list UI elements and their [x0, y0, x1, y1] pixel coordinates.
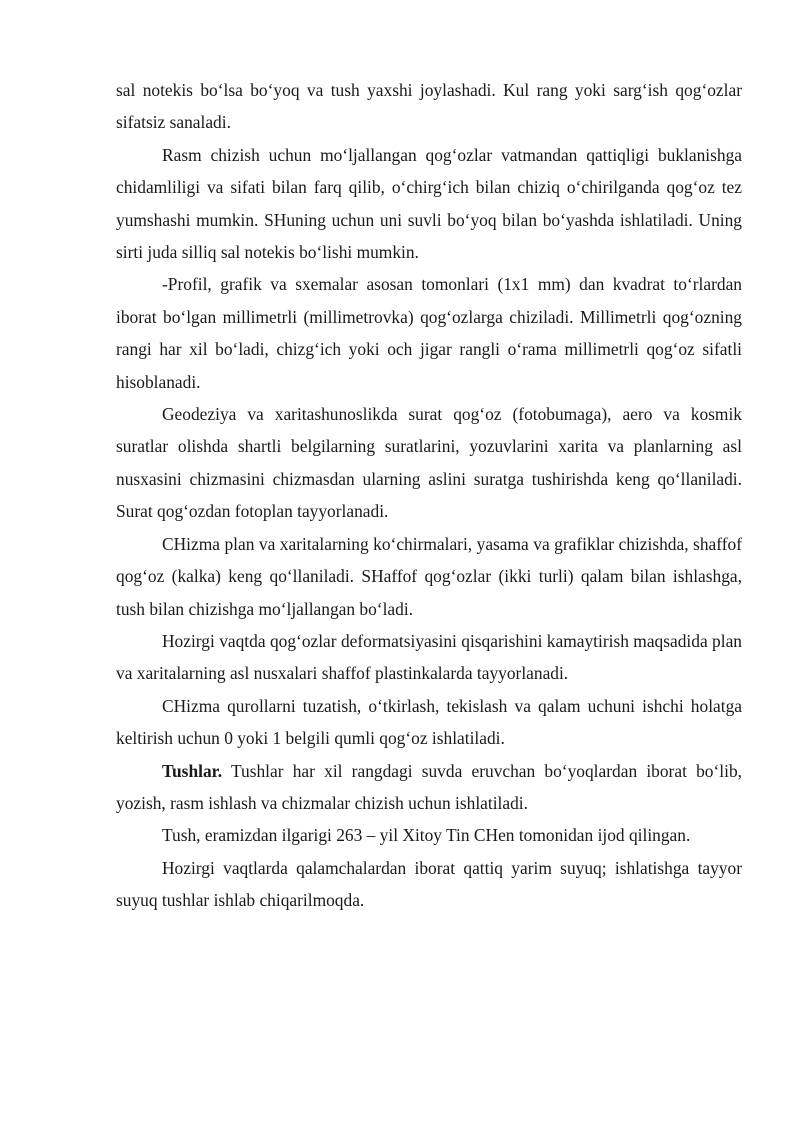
paragraph-ink-history — [116, 819, 742, 851]
paragraph-text: Tush, eramizdan ilgarigi 263 – yil Xitoy Tin CHen tomonidan ijod qilingan. — [162, 825, 691, 846]
paragraph-drawing-paper — [116, 139, 742, 269]
paragraph-continuation — [116, 74, 742, 139]
document-page — [116, 74, 742, 917]
paragraph-photo-paper — [116, 398, 742, 528]
paragraph-text: Tushlar har xil rangdagi suvda eruvchan bo‘yoqlardan iborat bo‘lib, yozish, rasm ishlash va chizmalar chizish uchun ishlatiladi. — [116, 760, 742, 813]
paragraph-text: Geodeziya va xaritashunoslikda surat qog‘oz (fotobumaga), aero va kosmik suratlar olishda shartli belgilarning suratlarini, yozuvlarini xarita va planlarning asl nusxasini chizmasini chizmasdan ularning aslini suratga tushirishda keng qo‘llaniladi. Surat qog‘ozdan fotoplan tayyorlanadi. — [116, 404, 742, 522]
paragraph-text: Hozirgi vaqtlarda qalamchalardan iborat qattiq yarim suyuq; ishlatishga tayyor suyuq tushlar ishlab chiqarilmoqda. — [116, 857, 742, 911]
paragraph-text: Rasm chizish uchun mo‘ljallangan qog‘ozlar vatmandan qattiqligi buklanishga chidamliligi va sifati bilan farq qilib, o‘chirg‘ich bilan chiziq o‘chirilganda qog‘oz tez yumshashi mumkin. SHuning uchun uni suvli bo‘yoq bilan bo‘yashda ishlatiladi. Uning sirti juda silliq sal notekis bo‘lishi mumkin. — [116, 144, 742, 263]
paragraph-plastic-sheets — [116, 625, 742, 690]
paragraph-tracing-paper — [116, 528, 742, 625]
paragraph-sandpaper — [116, 690, 742, 755]
paragraph-text: CHizma plan va xaritalarning ko‘chirmalari, yasama va grafiklar chizishda, shaffof qog‘oz (kalka) keng qo‘llaniladi. SHaffof qog‘ozlar (ikki turli) qalam bilan ishlashga, tush bilan chizishga mo‘ljallangan bo‘ladi. — [116, 533, 742, 619]
section-heading-inks: Tushlar. — [162, 760, 223, 781]
paragraph-inks — [116, 755, 742, 820]
paragraph-text: CHizma qurollarni tuzatish, o‘tkirlash, tekislash va qalam uchuni ishchi holatga keltirish uchun 0 yoki 1 belgili qumli qog‘oz ishlatiladi. — [116, 695, 742, 749]
paragraph-modern-inks — [116, 852, 742, 917]
paragraph-text: sal notekis bo‘lsa bo‘yoq va tush yaxshi joylashadi. Kul rang yoki sarg‘ish qog‘ozlar sifatsiz sanaladi. — [116, 80, 742, 133]
paragraph-text: Hozirgi vaqtda qog‘ozlar deformatsiyasini qisqarishini kamaytirish maqsadida plan va xaritalarning asl nusxalari shaffof plastinkalarda tayyorlanadi. — [116, 630, 742, 684]
paragraph-millimeter-paper — [116, 268, 742, 398]
paragraph-text: -Profil, grafik va sxemalar asosan tomonlari (1x1 mm) dan kvadrat to‘rlardan iborat bo‘lgan millimetrli (millimetrovka) qog‘ozlarga chiziladi. Millimetrli qog‘ozning rangi har xil bo‘ladi, chizg‘ich yoki och jigar rangli o‘rama millimetrli qog‘oz sifatli hisoblanadi. — [116, 274, 742, 392]
